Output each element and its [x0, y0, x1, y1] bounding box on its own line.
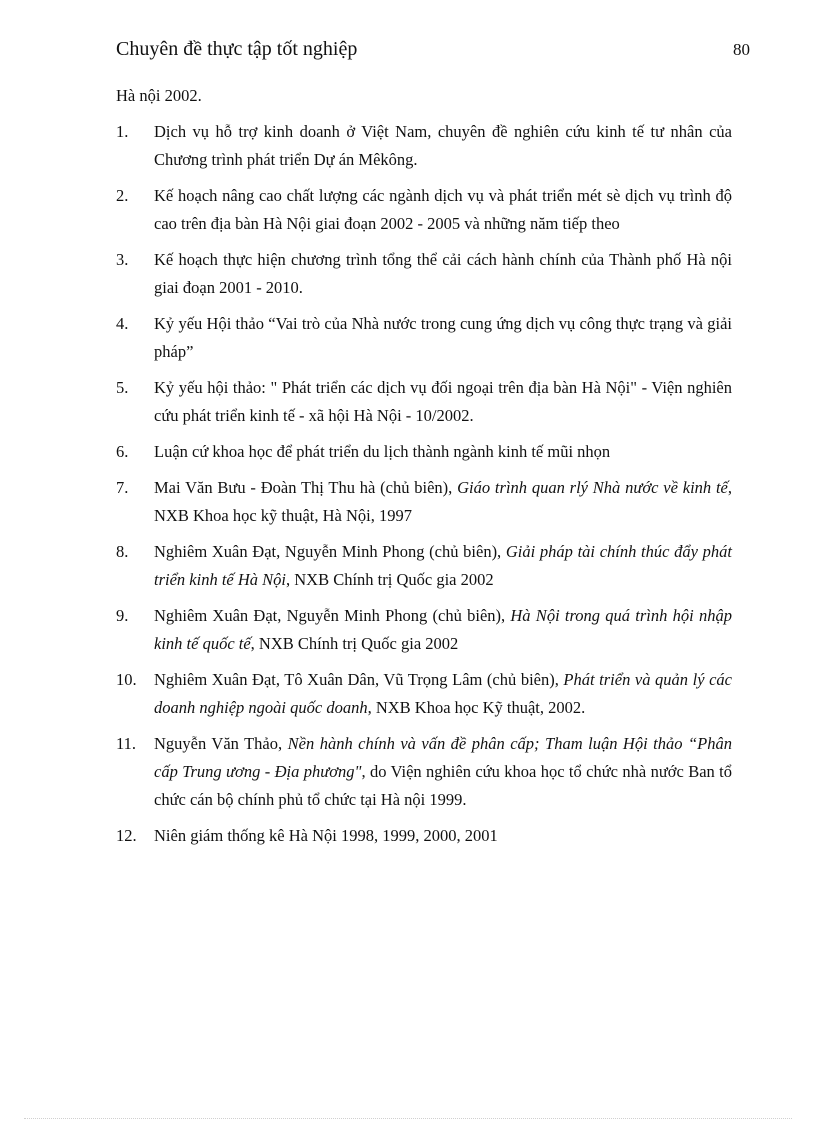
reference-text-part: , NXB Chính trị Quốc gia 2002 — [250, 634, 459, 653]
reference-text-part: Nghiêm Xuân Đạt, Nguyễn Minh Phong (chủ biên), — [154, 606, 511, 625]
header-title: Chuyên đề thực tập tốt nghiệp — [116, 38, 358, 60]
reference-text-part: Nghiêm Xuân Đạt, Tô Xuân Dân, Vũ Trọng Lâm (chủ biên), — [154, 670, 564, 689]
reference-text — [154, 374, 732, 430]
reference-text-part: Dịch vụ hỗ trợ kinh doanh ở Việt Nam, chuyên đề nghiên cứu kinh tế tư nhân của Chương trình phát triển Dự án Mêkông. — [154, 122, 732, 169]
reference-item — [116, 246, 732, 302]
reference-number: 7. — [116, 478, 129, 497]
reference-text-part: , NXB Khoa học kỹ thuật, Hà Nội, 1997 — [154, 478, 732, 525]
reference-text-part: Nghiêm Xuân Đạt, Nguyễn Minh Phong (chủ biên), — [154, 542, 506, 561]
reference-text-part: , do Viện nghiên cứu khoa học tổ chức nhà nước Ban tổ chức cán bộ chính phủ tổ chức tại Hà nội 1999. — [154, 762, 732, 809]
reference-number: 5. — [116, 378, 129, 397]
reference-item — [116, 310, 732, 366]
reference-number: 10. — [116, 670, 137, 689]
reference-title-italic: Giáo trình quan rlý Nhà nước về kinh tế — [457, 478, 728, 497]
reference-title-italic: Phát triển và quản lý các doanh nghiệp ngoài quốc doanh — [154, 670, 732, 717]
reference-text — [154, 602, 732, 658]
reference-number: 8. — [116, 542, 129, 561]
page-number: 80 — [733, 40, 750, 59]
reference-item — [116, 374, 732, 430]
reference-text-part: , NXB Khoa học Kỹ thuật, 2002. — [367, 698, 586, 717]
reference-item — [116, 730, 732, 814]
reference-item — [116, 182, 732, 238]
reference-item — [116, 118, 732, 174]
reference-number: 3. — [116, 250, 129, 269]
reference-item — [116, 538, 732, 594]
reference-text — [154, 730, 732, 814]
reference-text — [154, 310, 732, 366]
reference-text-part: Mai Văn Bưu - Đoàn Thị Thu hà (chủ biên), — [154, 478, 458, 497]
reference-text — [154, 246, 732, 302]
reference-text — [154, 474, 732, 530]
reference-item — [116, 602, 732, 658]
reference-title-italic: Hà Nội trong quá trình hội nhập kinh tế quốc tế — [154, 606, 732, 653]
reference-title-italic: Nền hành chính và vấn đề phân cấp; Tham luận Hội thảo “Phân cấp Trung ương - Địa phương" — [154, 734, 732, 781]
page-header — [116, 38, 752, 64]
reference-item — [116, 474, 732, 530]
reference-item — [116, 822, 732, 850]
reference-number: 2. — [116, 186, 129, 205]
reference-number: 12. — [116, 826, 137, 845]
reference-text-part: Nguyễn Văn Thảo, — [154, 734, 288, 753]
reference-number: 11. — [116, 734, 137, 753]
reference-item — [116, 438, 732, 466]
reference-text-part: Kỷ yếu Hội thảo “Vai trò của Nhà nước trong cung ứng dịch vụ công thực trạng và giải pháp” — [154, 314, 732, 361]
reference-item — [116, 666, 732, 722]
reference-text-part: Kế hoạch nâng cao chất lượng các ngành dịch vụ và phát triển mét sè dịch vụ trình độ cao trên địa bàn Hà Nội giai đoạn 2002 - 2005 và những năm tiếp theo — [154, 186, 732, 233]
reference-text — [154, 666, 732, 722]
reference-text-part: Kế hoạch thực hiện chương trình tổng thể cải cách hành chính của Thành phố Hà nội giai đoạn 2001 - 2010. — [154, 250, 732, 297]
reference-text — [154, 182, 732, 238]
reference-text-part: , NXB Chính trị Quốc gia 2002 — [285, 570, 494, 589]
reference-text — [154, 538, 732, 594]
reference-text — [154, 118, 732, 174]
reference-text-part: Luận cứ khoa học để phát triển du lịch thành ngành kinh tế mũi nhọn — [154, 442, 611, 461]
reference-number: 6. — [116, 442, 129, 461]
reference-number: 4. — [116, 314, 129, 333]
reference-text — [154, 822, 732, 850]
continuation-text: Hà nội 2002. — [116, 86, 202, 105]
reference-text — [154, 438, 732, 466]
reference-number: 9. — [116, 606, 129, 625]
reference-title-italic: Giải pháp tài chính thúc đẩy phát triển kinh tế Hà Nội — [154, 542, 732, 589]
reference-list — [116, 118, 732, 858]
reference-text-part: Kỷ yếu hội thảo: " Phát triển các dịch vụ đối ngoại trên địa bàn Hà Nội" - Viện nghiên cứu phát triển kinh tế - xã hội Hà Nội - 10/2002. — [154, 378, 732, 425]
reference-text-part: Niên giám thống kê Hà Nội 1998, 1999, 2000, 2001 — [154, 826, 498, 845]
reference-number: 1. — [116, 122, 129, 141]
page-bottom-divider — [24, 1118, 792, 1119]
